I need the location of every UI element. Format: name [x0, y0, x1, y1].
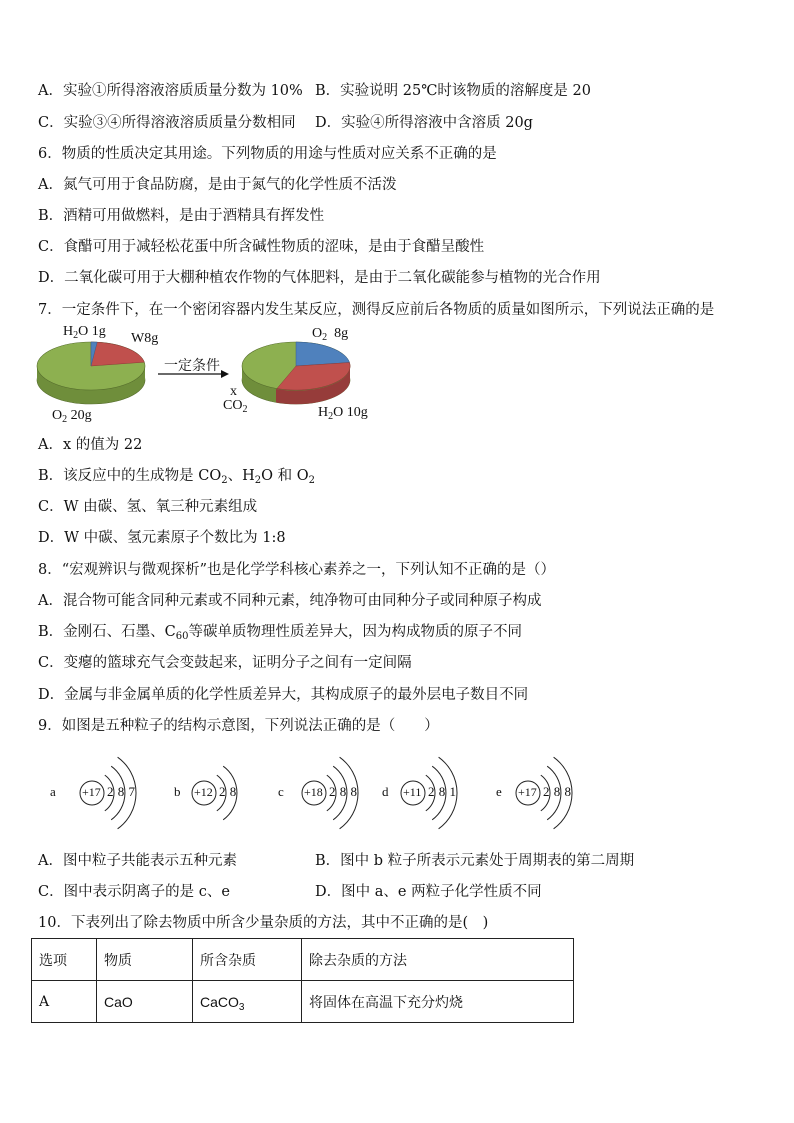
atom-label: e — [496, 784, 502, 799]
q9-stem: 9．如图是五种粒子的结构示意图，下列说法正确的是（ ） — [38, 718, 439, 734]
atom-label: a — [50, 784, 56, 799]
label-before-o2: $O_2$ 20g — [52, 408, 92, 425]
q7-option-c: C．W 由碳、氢、氧三种元素组成 — [38, 499, 258, 515]
label-before-w: W8g — [131, 331, 159, 346]
table-cell-option: A — [32, 981, 97, 1023]
q5-option-d: D．实验④所得溶液中含溶质 20g — [315, 115, 533, 131]
q7-stem: 7．一定条件下，在一个密闭容器内发生某反应，测得反应前后各物质的质量如图所示，下列说法正确的是 — [38, 302, 715, 318]
q6-stem: 6．物质的性质决定其用途。下列物质的用途与性质对应关系不正确的是 — [38, 146, 497, 162]
nucleus-charge: +11 — [403, 785, 422, 799]
table-header-row — [32, 939, 574, 981]
pie-after — [242, 342, 350, 404]
electron-counts: 2 8 7 — [107, 784, 136, 799]
q7-pie-figure — [36, 336, 366, 416]
q8-option-b: B．金刚石、石墨、$C_{60}$等碳单质物理性质差异大，因为构成物质的原子不同 — [38, 624, 522, 642]
q6-option-a: A．氮气可用于食品防腐，是由于氮气的化学性质不活泼 — [38, 177, 397, 193]
q6-option-c: C．食醋可用于减轻松花蛋中所含碱性物质的涩味，是由于食醋呈酸性 — [38, 239, 485, 255]
q9-option-c: C．图中表示阴离子的是 c、e — [38, 884, 230, 900]
table-cell-impurity: CaCO$_3$ — [193, 981, 302, 1023]
nucleus-charge: +17 — [82, 785, 101, 799]
q8-stem: 8．“宏观辨识与微观探析”也是化学学科核心素养之一，下列认知不正确的是（） — [38, 562, 556, 578]
q6-option-b: B．酒精可用做燃料，是由于酒精具有挥发性 — [38, 208, 325, 224]
nucleus-charge: +12 — [194, 785, 213, 799]
electron-counts: 2 8 1 — [428, 784, 457, 799]
q6-option-d: D．二氧化碳可用于大棚种植农作物的气体肥料，是由于二氧化碳能参与植物的光合作用 — [38, 270, 601, 286]
q8-option-a: A．混合物可能含同种元素或不同种元素，纯净物可由同种分子或同种原子构成 — [38, 593, 542, 609]
table-row — [32, 981, 574, 1023]
label-after-x: x — [230, 384, 237, 399]
label-after-o2: $O_2$ 8g — [312, 326, 349, 343]
atom-label: d — [382, 784, 389, 799]
atom-label: c — [278, 784, 284, 799]
nucleus-charge: +18 — [304, 785, 323, 799]
label-before-h2o: $H_2O$ 1g — [63, 324, 106, 341]
q7-option-a: A．x 的值为 22 — [38, 437, 143, 453]
q8-option-d: D．金属与非金属单质的化学性质差异大，其构成原子的最外层电子数目不同 — [38, 687, 529, 703]
pie-before — [37, 342, 145, 404]
table-header-cell: 选项 — [32, 939, 97, 981]
q7-option-b: B．该反应中的生成物是 $CO_2$、$H_2O$ 和 $O_2$ — [38, 468, 316, 486]
electron-counts: 2 8 — [219, 784, 237, 799]
label-after-co2: $CO_2$ — [223, 398, 248, 415]
table-cell-substance: CaO — [97, 981, 193, 1023]
electron-counts: 2 8 8 — [543, 784, 572, 799]
nucleus-charge: +17 — [518, 785, 537, 799]
q10-stem: 10．下表列出了除去物质中所含少量杂质的方法，其中不正确的是( ) — [38, 915, 489, 931]
q10-table — [31, 938, 574, 1023]
table-header-cell: 除去杂质的方法 — [302, 939, 574, 981]
q8-option-c: C．变瘪的篮球充气会变鼓起来，证明分子之间有一定间隔 — [38, 655, 412, 671]
q5-option-c: C．实验③④所得溶液溶质质量分数相同 — [38, 115, 296, 131]
q5-option-a: A．实验①所得溶液溶质质量分数为 10% — [38, 83, 303, 99]
q9-option-d: D．图中 a、e 两粒子化学性质不同 — [315, 884, 542, 900]
table-header-cell: 物质 — [97, 939, 193, 981]
table-cell-method: 将固体在高温下充分灼烧 — [302, 981, 574, 1023]
atom-label: b — [174, 784, 181, 799]
arrow-label: 一定条件 — [164, 358, 220, 374]
q7-option-d: D．W 中碳、氢元素原子个数比为 1:8 — [38, 530, 286, 546]
q9-option-a: A．图中粒子共能表示五种元素 — [38, 853, 237, 869]
q9-option-b: B．图中 b 粒子所表示元素处于周期表的第二周期 — [315, 853, 635, 869]
q5-option-b: B．实验说明 25℃时该物质的溶解度是 20 — [315, 83, 591, 99]
electron-counts: 2 8 8 — [329, 784, 358, 799]
table-header-cell: 所含杂质 — [193, 939, 302, 981]
label-after-h2o: $H_2O$ 10g — [318, 405, 368, 422]
